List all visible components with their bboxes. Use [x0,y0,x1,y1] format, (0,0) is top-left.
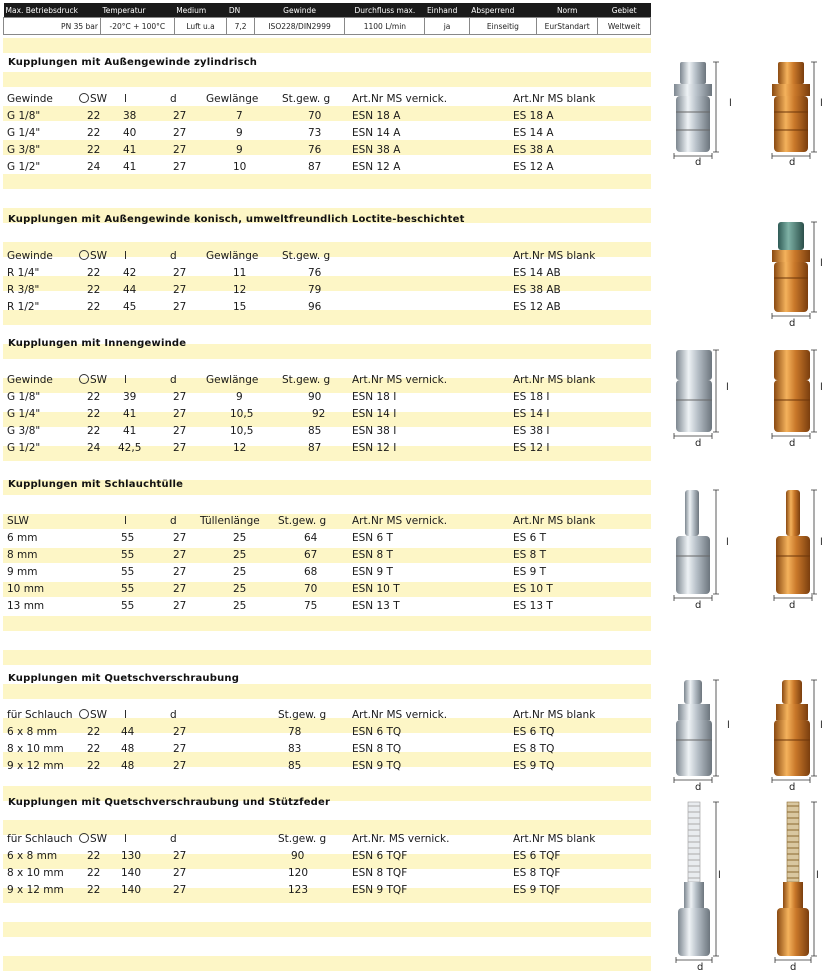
dimension-l-label: l [820,720,823,731]
column-header: SW [79,709,107,721]
cell: 8 x 10 mm [7,743,64,755]
cell: 27 [173,566,187,578]
column-header: Art.Nr MS blank [513,833,596,845]
section-title: Kupplungen mit Außengewinde zylindrisch [8,57,258,68]
coupling-brass-hose-tail-image [776,490,810,594]
cell: 27 [173,583,187,595]
dimension-l-label: l [718,870,721,881]
cell: G 3/8" [7,144,41,156]
cell: 27 [173,144,187,156]
cell: 22 [87,391,101,403]
cell: ESN 18 A [352,110,401,122]
column-header: SW [79,250,107,262]
cell: 11 [233,267,247,279]
cell: ES 9 TQF [513,884,561,896]
cell: 64 [304,532,318,544]
cell: ESN 6 TQF [352,850,408,862]
cell: 140 [121,884,142,896]
cell: 22 [87,867,101,879]
cell: G 1/4" [7,127,41,139]
cell: 55 [121,566,135,578]
cell: 130 [121,850,142,862]
cell: 22 [87,850,101,862]
row-stripe [3,922,651,937]
spec-header-values [4,18,651,35]
row-stripe [3,650,651,665]
cell: 22 [87,760,101,772]
cell: 27 [173,284,187,296]
column-header: Gewinde [7,93,53,105]
cell: 27 [173,442,187,454]
cell: 25 [233,549,247,561]
cell: 27 [173,743,187,755]
dimension-l-label: l [820,258,823,269]
cell: 8 x 10 mm [7,867,64,879]
cell: 55 [121,549,135,561]
row-stripe [3,497,651,512]
row-stripe [3,599,651,614]
column-header: Gewinde [7,374,53,386]
dimension-lines [674,62,817,963]
column-header: St.gew. g [282,250,331,262]
cell: 44 [123,284,137,296]
cell: ESN 12 A [352,161,401,173]
cell: ES 12 A [513,161,554,173]
cell: ES 9 TQ [513,760,555,772]
cell: ES 14 A [513,127,554,139]
cell: 90 [291,850,305,862]
cell: ES 10 T [513,583,553,595]
cell: R 1/2" [7,301,40,313]
dimension-l-label: l [729,98,732,109]
cell: 27 [173,391,187,403]
column-header: Gewinde [7,250,53,262]
column-header: für Schlauch [7,709,73,721]
column-header: d [170,833,177,845]
row-stripe [3,174,651,189]
cell: ESN 6 TQ [352,726,402,738]
cell: 25 [233,532,247,544]
cell: ESN 8 TQF [352,867,408,879]
cell: 22 [87,743,101,755]
cell: 55 [121,600,135,612]
cell: ES 8 TQF [513,867,561,879]
column-header: St.gew. g [282,374,331,386]
cell: 79 [308,284,322,296]
row-stripe [3,905,651,920]
cell: ESN 12 I [352,442,397,454]
sw-circle-icon [79,93,89,103]
cell: 40 [123,127,137,139]
dimension-d-label: d [789,782,796,793]
cell: ES 9 T [513,566,547,578]
cell: 22 [87,408,101,420]
cell: ES 13 T [513,600,553,612]
spec-value: PN 35 bar [4,18,101,35]
row-stripe [3,939,651,954]
dimension-l-label: l [726,382,729,393]
coupling-nickel-spring-image [678,802,710,956]
cell: G 1/2" [7,161,41,173]
cell: 90 [308,391,322,403]
cell: ES 12 AB [513,301,561,313]
cell: 92 [312,408,326,420]
cell: 75 [304,600,318,612]
spec-value: EurStandart [537,18,598,35]
cell: 96 [308,301,322,313]
cell: ES 8 T [513,549,547,561]
cell: 8 mm [7,549,38,561]
cell: 27 [173,549,187,561]
spec-label: Absperrend [469,3,536,18]
row-stripe [3,191,651,206]
cell: 76 [308,267,322,279]
spec-label: Einhand [425,3,469,18]
row-stripe [3,463,651,478]
cell: R 1/4" [7,267,40,279]
cell: ESN 9 T [352,566,393,578]
spec-label: Gebiet [598,3,651,18]
spec-label: Durchfluss max. [345,3,425,18]
spec-label: Temperatur [100,3,174,18]
cell: 25 [233,566,247,578]
coupling-nickel-female-thread-image [676,350,712,432]
cell: 27 [173,425,187,437]
column-header: l [124,833,127,845]
cell: 27 [173,161,187,173]
cell: 22 [87,301,101,313]
column-header: für Schlauch [7,833,73,845]
cell: 42,5 [118,442,142,454]
dimension-d-label: d [789,600,796,611]
cell: 120 [288,867,309,879]
spec-value: 1100 L/min [345,18,425,35]
column-header: Art.Nr MS blank [513,250,596,262]
cell: 44 [121,726,135,738]
row-stripe [3,616,651,631]
cell: ES 6 T [513,532,547,544]
cell: ES 14 AB [513,267,561,279]
coupling-nickel-compression-image [676,680,712,776]
cell: G 3/8" [7,425,41,437]
cell: R 3/8" [7,284,40,296]
cell: 15 [233,301,247,313]
cell: 27 [173,726,187,738]
dimension-l-label: l [726,537,729,548]
cell: 38 [123,110,137,122]
column-header: SW [79,833,107,845]
cell: 24 [87,161,101,173]
cell: 45 [123,301,137,313]
cell: 83 [288,743,302,755]
cell: 22 [87,726,101,738]
coupling-brass-male-thread-image [772,62,810,152]
column-header: l [124,709,127,721]
cell: 42 [123,267,137,279]
cell: 25 [233,583,247,595]
column-header: SLW [7,515,29,527]
spec-value: Weltweit [598,18,651,35]
cell: ES 8 TQ [513,743,555,755]
cell: 87 [308,442,322,454]
cell: 48 [121,760,135,772]
column-header: d [170,250,177,262]
cell: 48 [121,743,135,755]
column-header: Art.Nr MS blank [513,374,596,386]
cell: ESN 10 T [352,583,400,595]
cell: 67 [304,549,318,561]
column-header: SW [79,374,107,386]
cell: 22 [87,425,101,437]
dimension-d-label: d [789,438,796,449]
column-header: Art.Nr MS vernick. [352,374,448,386]
spec-label: Medium [174,3,227,18]
cell: ESN 8 T [352,549,393,561]
cell: 27 [173,408,187,420]
cell: 10 [233,161,247,173]
column-header: l [124,93,127,105]
spec-value: ja [425,18,469,35]
spec-value: -20°C + 100°C [100,18,174,35]
coupling-nickel-hose-tail-image [676,490,710,594]
cell: 22 [87,127,101,139]
cell: 27 [173,532,187,544]
cell: 9 mm [7,566,38,578]
cell: 39 [123,391,137,403]
spec-value: Einseitig [469,18,536,35]
column-header: Art.Nr MS blank [513,709,596,721]
cell: 27 [173,884,187,896]
cell: 22 [87,284,101,296]
cell: ESN 38 I [352,425,397,437]
column-header: SW [79,93,107,105]
column-header: Gewlänge [206,374,259,386]
row-stripe [3,72,651,87]
column-header: Art.Nr MS vernick. [352,93,448,105]
cell: 22 [87,884,101,896]
column-header: d [170,709,177,721]
cell: 55 [121,532,135,544]
cell: 87 [308,161,322,173]
cell: 27 [173,267,187,279]
column-header: Art.Nr MS vernick. [352,515,448,527]
cell: 10,5 [230,408,254,420]
cell: 68 [304,566,318,578]
cell: 9 [236,391,243,403]
cell: 41 [123,161,137,173]
cell: ES 14 I [513,408,550,420]
row-stripe [3,531,651,546]
cell: 25 [233,600,247,612]
row-stripe [3,565,651,580]
cell: ES 12 I [513,442,550,454]
column-header: St.gew. g [278,515,327,527]
cell: 22 [87,267,101,279]
cell: 55 [121,583,135,595]
column-header: l [124,515,127,527]
cell: ES 18 A [513,110,554,122]
spec-value: 7,2 [227,18,254,35]
cell: 22 [87,144,101,156]
cell: 140 [121,867,142,879]
coupling-nickel-male-thread-image [674,62,712,152]
cell: ESN 38 A [352,144,401,156]
sw-circle-icon [79,709,89,719]
cell: ESN 9 TQ [352,760,402,772]
row-stripe [3,548,651,563]
column-header: Art.Nr MS blank [513,93,596,105]
section-title: Kupplungen mit Quetschverschraubung und Stützfeder [8,797,331,808]
cell: 85 [308,425,322,437]
column-header: Art.Nr MS vernick. [352,709,448,721]
cell: 27 [173,110,187,122]
column-header: d [170,515,177,527]
coupling-brass-loctite-image [772,222,810,312]
row-stripe [3,582,651,597]
cell: 27 [173,867,187,879]
cell: 27 [173,760,187,772]
dimension-d-label: d [790,962,797,973]
cell: 7 [236,110,243,122]
cell: 27 [173,301,187,313]
cell: ES 38 A [513,144,554,156]
cell: 76 [308,144,322,156]
column-header: Gewlänge [206,93,259,105]
column-header: St.gew. g [278,833,327,845]
cell: 9 [236,144,243,156]
column-header: l [124,374,127,386]
cell: 10,5 [230,425,254,437]
spec-label: Gewinde [254,3,345,18]
dimension-d-label: d [695,438,702,449]
dimension-l-label: l [820,98,823,109]
cell: ESN 13 T [352,600,400,612]
cell: 41 [123,408,137,420]
column-header: St.gew. g [278,709,327,721]
dimension-d-label: d [789,157,796,168]
cell: 41 [123,425,137,437]
spec-header-labels [4,3,651,18]
coupling-brass-female-thread-image [774,350,810,432]
dimension-d-label: d [697,962,704,973]
dimension-l-label: l [727,720,730,731]
column-header: d [170,374,177,386]
cell: 6 x 8 mm [7,726,58,738]
sw-circle-icon [79,250,89,260]
cell: ESN 8 TQ [352,743,402,755]
column-header: Tüllenlänge [200,515,260,527]
section-title: Kupplungen mit Quetschverschraubung [8,673,240,684]
cell: 10 mm [7,583,45,595]
cell: 12 [233,442,247,454]
dimension-d-label: d [695,157,702,168]
cell: 9 x 12 mm [7,760,64,772]
cell: ESN 18 I [352,391,397,403]
cell: ES 18 I [513,391,550,403]
cell: ESN 6 T [352,532,393,544]
cell: 9 x 12 mm [7,884,64,896]
row-stripe [3,38,651,53]
coupling-brass-compression-image [774,680,810,776]
cell: 27 [173,850,187,862]
column-header: d [170,93,177,105]
cell: 123 [288,884,309,896]
cell: ESN 9 TQF [352,884,408,896]
dimension-d-label: d [789,318,796,329]
cell: 27 [173,600,187,612]
dimension-d-label: d [695,782,702,793]
dimension-d-label: d [695,600,702,611]
row-stripe [3,956,651,971]
cell: 85 [288,760,302,772]
section-title: Kupplungen mit Außengewinde konisch, umweltfreundlich Loctite-beschichtet [8,214,465,225]
cell: 13 mm [7,600,45,612]
cell: 73 [308,127,322,139]
cell: 27 [173,127,187,139]
section-title: Kupplungen mit Schlauchtülle [8,479,184,490]
cell: ESN 14 A [352,127,401,139]
cell: 70 [308,110,322,122]
spec-value: Luft u.a [174,18,227,35]
cell: ES 6 TQ [513,726,555,738]
spec-header-table [3,3,651,35]
dimension-l-label: l [816,870,819,881]
spec-value: ISO228/DIN2999 [254,18,345,35]
cell: ES 6 TQF [513,850,561,862]
cell: G 1/4" [7,408,41,420]
coupling-brass-spring-image [777,802,809,956]
section-title: Kupplungen mit Innengewinde [8,338,187,349]
cell: 22 [87,110,101,122]
sw-circle-icon [79,833,89,843]
cell: 70 [304,583,318,595]
cell: 41 [123,144,137,156]
cell: 24 [87,442,101,454]
spec-label: Norm [537,3,598,18]
cell: G 1/8" [7,110,41,122]
column-header: Gewlänge [206,250,259,262]
dimension-l-label: l [820,537,823,548]
cell: 6 x 8 mm [7,850,58,862]
column-header: l [124,250,127,262]
cell: ESN 14 I [352,408,397,420]
column-header: Art.Nr. MS vernick. [352,833,450,845]
cell: 12 [233,284,247,296]
cell: ES 38 I [513,425,550,437]
cell: G 1/2" [7,442,41,454]
cell: 6 mm [7,532,38,544]
row-stripe [3,633,651,648]
cell: ES 38 AB [513,284,561,296]
spec-label: Max. Betriebsdruck [4,3,101,18]
row-stripe [3,684,651,699]
cell: 78 [288,726,302,738]
row-stripe [3,225,651,240]
column-header: St.gew. g [282,93,331,105]
cell: 9 [236,127,243,139]
sw-circle-icon [79,374,89,384]
dimension-l-label: l [820,382,823,393]
column-header: Art.Nr MS blank [513,515,596,527]
spec-label: DN [227,3,254,18]
cell: G 1/8" [7,391,41,403]
